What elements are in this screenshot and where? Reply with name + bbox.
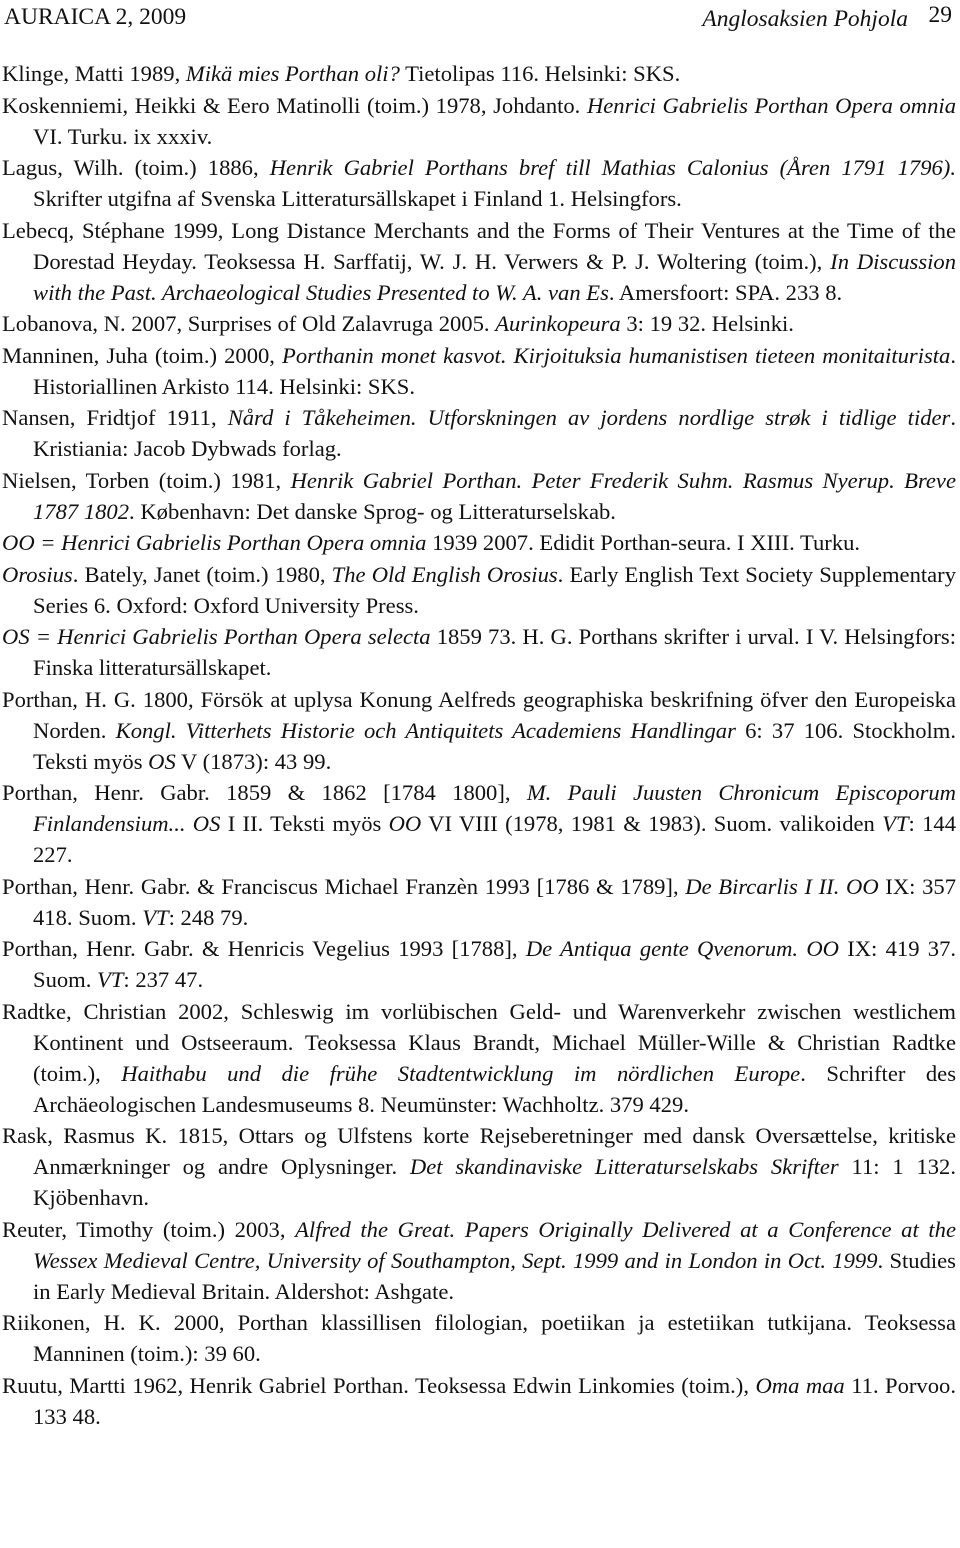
reference-text: Lebecq, Stéphane 1999, Long Distance Merchants and the Forms of Their Ventures at the Time of the Dorestad Heyday. Teoksessa H. Sarffatij, W. J. H. Verwers & P. J. Woltering (toim.), xyxy=(2,217,956,274)
reference-text: . Historiallinen Arkisto 114. Helsinki: SKS. xyxy=(33,342,956,399)
reference-text: Nansen, Fridtjof 1911, xyxy=(2,405,228,430)
reference-title-italic: The Old English Orosius xyxy=(331,561,558,587)
reference-entry xyxy=(2,559,956,621)
reference-text: Tietolipas 116. Helsinki: SKS. xyxy=(399,61,681,86)
reference-text: VI. Turku. ix xxxiv. xyxy=(33,123,213,149)
reference-text: 3: 19 32. Helsinki. xyxy=(620,311,794,336)
reference-title-italic: OS xyxy=(148,748,176,774)
reference-text: Nielsen, Torben (toim.) 1981, xyxy=(2,467,291,493)
reference-text: Skrifter utgifna af Svenska Litteratursällskapet i Finland 1. Helsingfors. xyxy=(33,186,682,211)
reference-text: Klinge, Matti 1989, xyxy=(2,61,186,86)
reference-text: 1939 2007. Edidit Porthan-seura. I XIII. Turku. xyxy=(426,530,861,555)
reference-entry xyxy=(2,933,956,995)
reference-title-italic: Det skandinaviske Litteraturselskabs Skrifter xyxy=(409,1154,839,1179)
reference-title-italic: Kongl. Vitterhets Historie och Antiquitets Academiens Handlingar xyxy=(115,717,736,743)
reference-title-italic: Porthanin monet kasvot. Kirjoituksia humanistisen tieteen monitaiturista xyxy=(282,342,951,368)
page-header xyxy=(2,0,956,58)
reference-entry xyxy=(2,402,956,464)
reference-title-italic: VT xyxy=(882,811,909,836)
reference-text: . Kristiania: Jacob Dybwads forlag. xyxy=(33,405,956,461)
reference-title-italic: Orosius xyxy=(2,561,73,587)
reference-title-italic: Henrici Gabrielis Porthan Opera omnia xyxy=(586,92,956,118)
reference-title-italic: In Discussion with the Past. Archaeological Studies Presented to W. A. van Es xyxy=(33,248,956,305)
reference-entry xyxy=(2,996,956,1120)
reference-text: Rask, Rasmus K. 1815, Ottars og Ulfstens korte Rejseberetninger med dansk Oversættelse, kritiske Anmærkninger og andre Oplysninger. xyxy=(2,1123,956,1179)
reference-title-italic: De Bircarlis I II. OO xyxy=(685,873,879,899)
reference-text: Reuter, Timothy (toim.) 2003, xyxy=(2,1216,296,1242)
reference-entry xyxy=(2,308,956,339)
reference-title-italic: Alfred the Great. Papers Originally Delivered at a Conference at the Wessex Medieval Centre, University of Southampton, Sept. 1999 and in London in Oct. 1999 xyxy=(33,1216,956,1273)
reference-text: Radtke, Christian 2002, Schleswig im vorlübischen Geld- und Warenverkehr zwischen westlichem Kontinent und Ostseeraum. Teoksessa Klaus Brandt, Michael Müller-Wille & Christian Radtke (toim.), xyxy=(2,998,956,1086)
reference-text: 11: 1 132. Kjöbenhavn. xyxy=(33,1154,956,1210)
reference-text: Ruutu, Martti 1962, Henrik Gabriel Porthan. Teoksessa Edwin Linkomies (toim.), xyxy=(2,1372,756,1398)
reference-text: Riikonen, H. K. 2000, Porthan klassillisen filologian, poetiikan ja estetiikan tutkijana. Teoksessa Manninen (toim.): 39 60. xyxy=(2,1310,956,1366)
reference-text: Koskenniemi, Heikki & Eero Matinolli (toim.) 1978, Johdanto. xyxy=(2,92,587,118)
reference-text: Lobanova, N. 2007, Surprises of Old Zalavruga 2005. xyxy=(2,311,496,336)
reference-text: I II. Teksti myös xyxy=(220,811,389,836)
reference-text: 11. Porvoo. 133 48. xyxy=(33,1372,956,1429)
reference-entry xyxy=(2,58,956,89)
reference-entry xyxy=(2,777,956,870)
reference-entry xyxy=(2,684,956,777)
reference-title-italic: Henrik Gabriel Porthan. Peter Frederik Suhm. Rasmus Nyerup. Breve 1787 1802 xyxy=(33,467,956,524)
reference-text: . Early English Text Society Supplementary Series 6. Oxford: Oxford University Press. xyxy=(33,561,956,618)
reference-text: V (1873): 43 99. xyxy=(175,748,332,774)
reference-entry xyxy=(2,215,956,308)
reference-text: : 237 47. xyxy=(123,967,204,992)
reference-text: . Studies in Early Medieval Britain. Aldershot: Ashgate. xyxy=(33,1247,956,1304)
reference-entry xyxy=(2,340,956,402)
reference-title-italic: Henrik Gabriel Porthans bref till Mathias Calonius (Åren 1791 1796). xyxy=(269,155,956,180)
reference-text: Manninen, Juha (toim.) 2000, xyxy=(2,342,283,368)
reference-entry xyxy=(2,90,956,152)
reference-text: Porthan, Henr. Gabr. 1859 & 1862 [1784 1800], xyxy=(2,780,527,805)
reference-title-italic: De Antiqua gente Qvenorum. OO xyxy=(525,936,839,961)
reference-title-italic: Nård i Tåkeheimen. Utforskningen av jordens nordlige strøk i tidlige tider xyxy=(227,405,951,430)
reference-title-italic: Haithabu und die frühe Stadtentwicklung im nördlichen Europe xyxy=(121,1060,801,1086)
reference-title-italic: Oma maa xyxy=(755,1372,845,1398)
reference-entry xyxy=(2,871,956,933)
reference-title-italic: Mikä mies Porthan oli? xyxy=(185,61,400,86)
reference-text: Porthan, H. G. 1800, Försök at uplysa Konung Aelfreds geographiska beskrifning öfver den Europeiska Norden. xyxy=(2,686,956,743)
reference-title-italic: VT xyxy=(142,904,169,930)
journal-title: Anglosaksien Pohjola xyxy=(702,6,908,32)
reference-text: Lagus, Wilh. (toim.) 1886, xyxy=(2,155,270,180)
reference-entry xyxy=(2,527,956,558)
reference-title-italic: VT xyxy=(97,967,124,992)
reference-text: Porthan, Henr. Gabr. & Henricis Vegelius 1993 [1788], xyxy=(2,936,526,961)
reference-text: 1859 73. H. G. Porthans skrifter i urval. I V. Helsingfors: Finska litteratursällskapet. xyxy=(33,624,956,680)
page-number: 29 xyxy=(928,2,952,28)
reference-text: : 248 79. xyxy=(168,904,249,930)
reference-entry xyxy=(2,1120,956,1213)
reference-text: VI VIII (1978, 1981 & 1983). Suom. valikoiden xyxy=(421,811,883,836)
reference-list xyxy=(2,58,956,1432)
reference-text: IX: 419 37. Suom. xyxy=(33,936,957,992)
reference-entry xyxy=(2,465,956,527)
reference-entry xyxy=(2,1307,956,1369)
reference-text: IX: 357 418. Suom. xyxy=(33,873,956,930)
reference-text: . København: Det danske Sprog- og Litteraturselskab. xyxy=(129,498,616,524)
reference-entry xyxy=(2,152,956,214)
reference-text: . Amersfoort: SPA. 233 8. xyxy=(608,279,843,305)
reference-title-italic: Aurinkopeura xyxy=(495,311,621,336)
reference-title-italic: OO = Henrici Gabrielis Porthan Opera omnia xyxy=(2,530,427,555)
reference-title-italic: M. Pauli Juusten Chronicum Episcoporum Finlandensium... OS xyxy=(33,780,957,836)
reference-text: 6: 37 106. Stockholm. Teksti myös xyxy=(33,717,957,774)
reference-entry xyxy=(2,621,956,683)
reference-entry xyxy=(2,1214,956,1307)
reference-text: Porthan, Henr. Gabr. & Franciscus Michael Franzèn 1993 [1786 & 1789], xyxy=(2,873,686,899)
reference-text: : 144 227. xyxy=(33,811,956,867)
reference-entry xyxy=(2,1370,956,1432)
journal-issue: AURAICA 2, 2009 xyxy=(4,4,187,30)
reference-title-italic: OO xyxy=(388,811,422,836)
reference-text: . Bately, Janet (toim.) 1980, xyxy=(72,561,332,587)
reference-text: . Schrifter des Archäeologischen Landesmuseums 8. Neumünster: Wachholtz. 379 429. xyxy=(33,1060,957,1117)
reference-title-italic: OS = Henrici Gabrielis Porthan Opera selecta xyxy=(2,624,431,649)
